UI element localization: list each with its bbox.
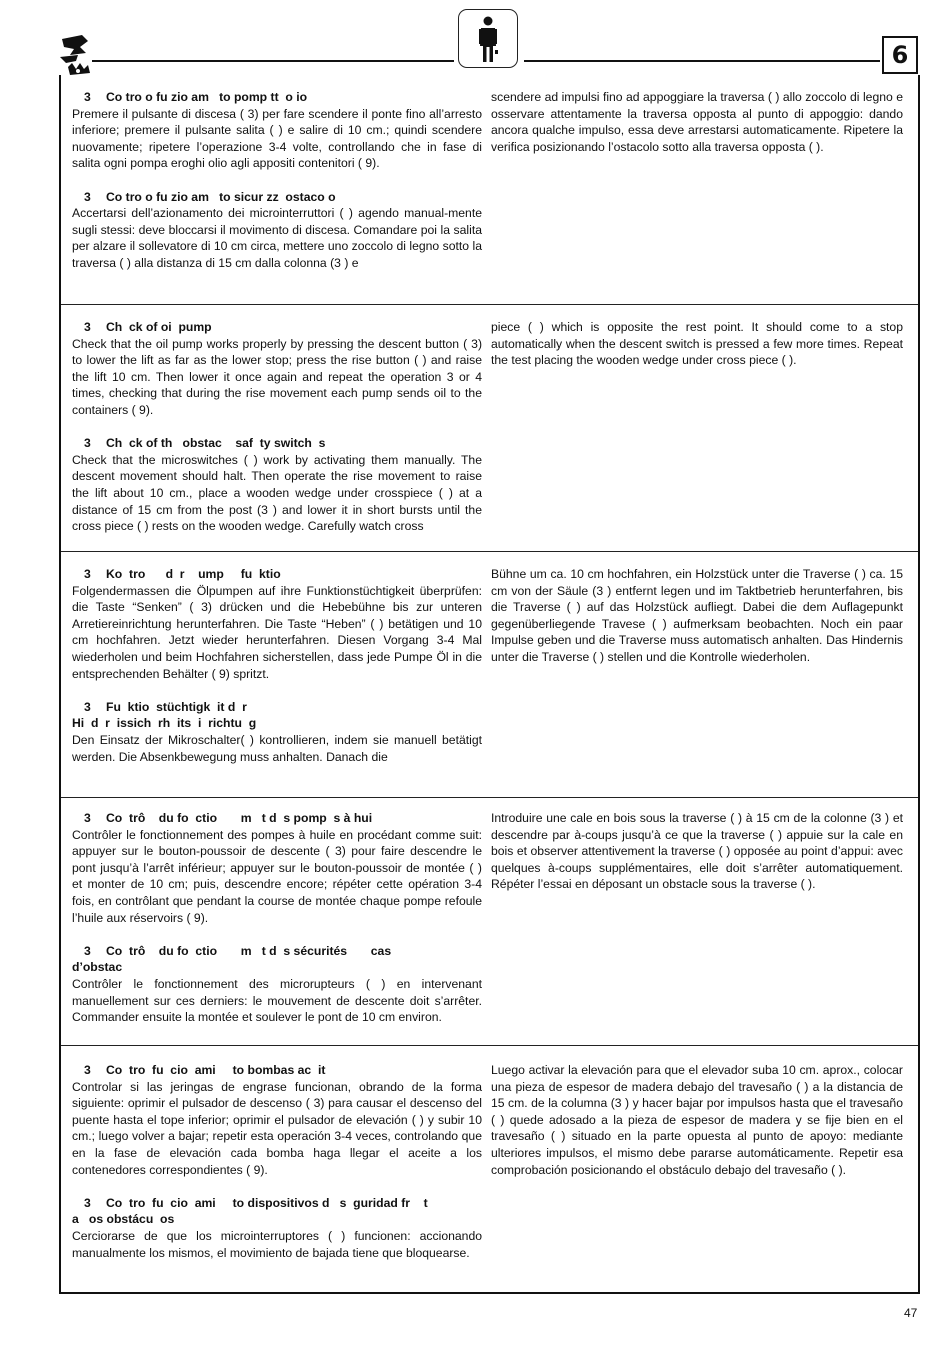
section-paragraph: Cerciorarse de que los microinterruptores ( ) funcionen: accionando manualmente los mismos, el movimiento de bajada tiene que bloquearse. — [72, 1228, 482, 1260]
section-heading: 3 Co trô du fo ctio m t d s sécurités cas d’obstac — [72, 943, 392, 975]
section-paragraph: Contrôler le fonctionnement des pompes à huile en procédant comme suit: appuyer sur le bouton-poussoir de descente ( 3) pour faire descendre le pont jusqu’à l’arrêt inférieur; appuyer sur le bouton-poussoir de montée ( ) et monter de 10 cm; puis, descendre encore; répéter cette opération 3-4 fois, en contrôlant que pendant la course de montée chaque pompe refoule l’huile aux réservoirs ( 9). — [72, 827, 482, 925]
section-paragraph: Bühne um ca. 10 cm hochfahren, ein Holzstück unter die Traverse ( ) ca. 15 cm von der Säule (3 ) entfernt legen und im Taktbetrieb herunterfahren, bis die Traverse ( ) auf das Holzstück aufliegt. Dabei die dem Auflagepunkt gegenüberliegende Travese ( ) aufmerksam beobachten. Noch ein paar Impulse geben und die Traverse muss automatisch anhalten. Das Hindernis unter die Traverse ( ) stellen und die Kontrolle wiederholen. — [491, 567, 903, 664]
section-right-column — [491, 566, 903, 666]
brand-logo-icon — [56, 33, 96, 79]
section-right-column — [491, 89, 903, 155]
section-right-column — [491, 810, 903, 893]
section-german — [61, 552, 918, 798]
section-paragraph: Contrôler le fonctionnement des microrupteurs ( ) en intervenant manuellement sur ces derniers: le mouvement de descente doit s’arrêter. Commander ensuite la montée et soulever le pont de 10 cm environ. — [72, 976, 482, 1025]
section-heading: 3 Fu ktio stüchtigk it d r Hi d r issich rh its i richtu g — [72, 699, 257, 731]
chapter-number-badge: 6 — [882, 36, 918, 74]
section-heading: 3 Co tro fu cio ami to dispositivos d s guridad fr t a os obstácu os — [72, 1195, 428, 1227]
section-paragraph: Check that the microswitches ( ) work by activating them manually. The descent movement should halt. Then operate the rise movement to raise the lift about 10 cm., place a wooden wedge under crosspiece ( ) at a distance of 15 cm from the post (3 ) and lower it in short bursts until the cross piece ( ) rests on the wooden wedge. Carefully watch cross — [72, 452, 482, 534]
section-left-column — [72, 566, 482, 765]
section-heading: 3 Co tro o fu zio am to pomp tt o io — [84, 90, 308, 104]
page-number: 47 — [904, 1306, 918, 1320]
section-right-column — [491, 319, 903, 369]
section-heading: 3 Co tro o fu zio am to sicur zz ostaco o — [84, 189, 336, 204]
section-heading: 3 Ch ck of th obstac saf ty switch s — [84, 436, 326, 451]
section-left-column — [72, 810, 482, 1026]
section-heading: 3 Ko tro d r ump fu ktio — [84, 567, 281, 581]
section-paragraph: scendere ad impulsi fino ad appoggiare la traversa ( ) allo zoccolo di legno e osservare attentamente la traversa opposta al punto di appoggio: dando ancora qualche impulso, essa deve arrestarsi automaticamente. Ripetere la verifica posizionando l’ostacolo sotto alla traversa opposta ( ). — [491, 90, 903, 154]
header-rule-right — [524, 60, 880, 62]
section-spanish — [61, 1046, 918, 1292]
section-left-column — [72, 89, 482, 272]
section-left-column — [72, 1062, 482, 1261]
section-heading: 3 Co tro fu cio ami to bombas ac it — [84, 1063, 326, 1077]
section-paragraph: Check that the oil pump works properly by pressing the descent button ( 3) to lower the lift as far as the lower stop; press the rise button ( ) and raise the lift 10 cm. Then lower it once again and repeat the operation 3 or 4 times, checking that during the rise movement each pump sends oil to the containers ( 9). — [72, 336, 482, 417]
section-paragraph: Introduire une cale en bois sous la traverse ( ) à 15 cm de la colonne (3 ) et descendre par à-coups jusqu’à ce que la traverse ( ) appuie sur la cale en bois et observer attentivement la traverse ( ) opposée au point d’appui: avec quelques à-coups supplémentaires, elle doit s’arrêter automatiquement. Répéter l’essai en déposant un obstacle sous la traverse ( ). — [491, 811, 903, 892]
section-italian — [61, 77, 918, 305]
section-left-column — [72, 319, 482, 535]
operator-person-icon — [458, 9, 518, 68]
section-paragraph: Den Einsatz der Mikroschalter( ) kontrollieren, indem sie manuell betätigt werden. Die Absenkbewegung muss anhalten. Danach die — [72, 732, 482, 764]
header-rule-left — [92, 60, 454, 62]
section-paragraph: Luego activar la elevación para que el elevador suba 10 cm. aprox., colocar una pieza de espesor de madera debajo del travesaño ( ) a la distancia de 15 cm. de la columna (3 ) y hacer bajar por impulsos hasta que el travesaño ( ) quede adosado a la pieza de espesor de madera y se fije bien en el travesaño ( ) situado en la parte opuesta al punto de apoyo: mediante ulteriores impulsos, el mismo debe pararse automáticamente. Repetir esa comprobación posicionando el obstáculo debajo del travesaño ( ). — [491, 1063, 903, 1177]
section-heading: 3 Co trô du fo ctio m t d s pomp s à hui — [84, 811, 373, 825]
section-paragraph: Accertarsi dell’azionamento dei microinterruttori ( ) agendo manual-mente sugli stessi: deve bloccarsi il movimento di discesa. Comandare poi la salita per alzare il sollevatore di 10 cm circa, mettere uno zoccolo di legno sotto la traversa ( ) alla distanza di 15 cm dalla colonna (3 ) e — [72, 206, 482, 270]
section-french — [61, 798, 918, 1046]
section-right-column — [491, 1062, 903, 1178]
section-paragraph: Controlar si las jeringas de engrase funcionan, obrando de la forma siguiente: oprimir el pulsador de descenso ( 3) para causar el descenso del puente hasta el tope inferior; oprimir el pulsador de elevación ( ) y subir 10 cm.; luego volver a bajar; repetir esta operación 3-4 veces, controlando que en la fase de elevación cada bomba haga llegar el aceite a los contenedores correspondientes ( 9). — [72, 1079, 482, 1177]
section-heading: 3 Ch ck of oi pump — [84, 320, 212, 334]
section-paragraph: Premere il pulsante di discesa ( 3) per fare scendere il ponte fino all’arresto inferiore; premere il pulsante salita ( ) e salire di 10 cm.; quindi scendere nuovamente; ripetere l’operazione 3-4 volte, controllando che in fase di salita ogni pompa eroghi olio agli appositi contenitori ( 9). — [72, 106, 482, 171]
section-paragraph: piece ( ) which is opposite the rest point. It should come to a stop automatically when the descent switch is pressed a few more times. Repeat the test placing the wooden wedge under cross piece ( ). — [491, 320, 903, 368]
section-paragraph: Folgendermassen die Ölpumpen auf ihre Funktionstüchtigkeit überprüfen: die Taste “Senken” ( 3) drücken und die Hebebühne bis zur unteren Arretiereinrichtung herunterfahren. Die Taste “Heben” ( ) betätigen und 10 cm hochfahren. Jetzt wieder herunterfahren. Diesen Vorgang 3-4 Mal wiederholen und beim Hochfahren sicherstellen, dass jede Pumpe Öl in die entsprechenden Behälter ( 9) spritzt. — [72, 583, 482, 681]
section-english — [61, 305, 918, 552]
